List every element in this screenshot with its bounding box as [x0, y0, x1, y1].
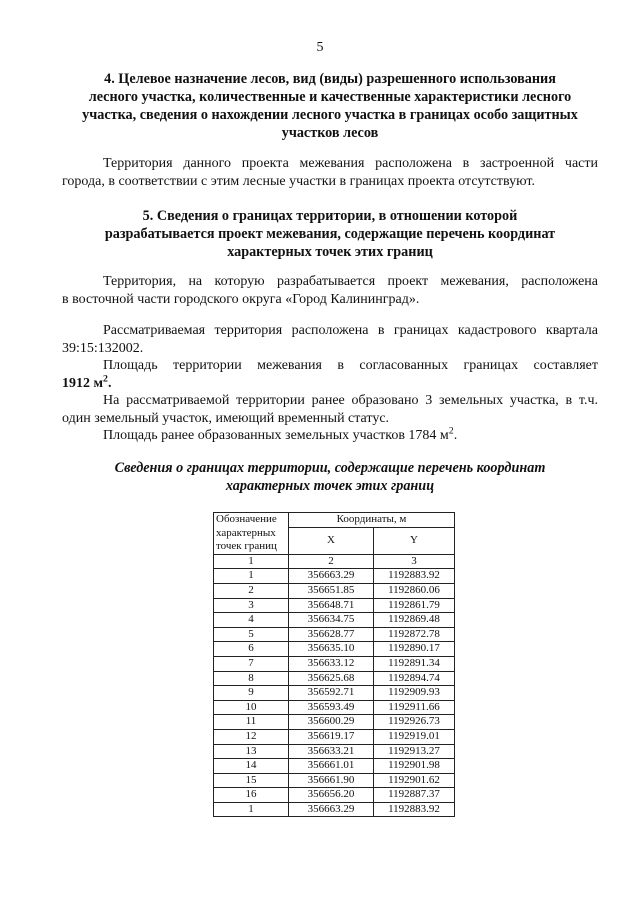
x-coordinate-cell: 356635.10 — [289, 642, 374, 657]
section-5-paragraph-1 — [62, 273, 598, 308]
y-coordinate-cell: 1192883.92 — [374, 802, 455, 817]
paragraph-line: города, в соответствии с этим лесные участки в границах проекта отсутствуют. — [62, 173, 535, 189]
x-coordinate-cell: 356633.12 — [289, 656, 374, 671]
table-row — [214, 802, 455, 817]
section-5-paragraph-3 — [62, 357, 598, 392]
area-number: 1912 м — [62, 375, 104, 391]
header-line: точек границ — [216, 540, 277, 553]
heading-line: разрабатывается проект межевания, содержащие перечень координат — [104, 226, 556, 242]
point-name-cell: 13 — [214, 744, 289, 759]
point-name-cell: 11 — [214, 715, 289, 730]
area-period: . — [107, 375, 112, 391]
section-5-paragraph-5 — [62, 427, 598, 445]
x-coordinate-cell: 356648.71 — [289, 598, 374, 613]
heading-line: характерных точек этих границ — [227, 244, 433, 260]
table-row — [214, 642, 455, 657]
paragraph-line: Площадь территории межевания в согласованных границах составляет — [103, 358, 598, 373]
x-coordinate-cell: 356628.77 — [289, 627, 374, 642]
coordinates-table-body — [214, 569, 455, 817]
x-coordinate-cell: 356661.90 — [289, 773, 374, 788]
x-coordinate-cell: 356634.75 — [289, 613, 374, 628]
table-title-line: характерных точек этих границ — [225, 478, 435, 494]
table-row — [214, 598, 455, 613]
x-coordinate-cell: 356593.49 — [289, 700, 374, 715]
table-row — [214, 686, 455, 701]
column-number: 1 — [214, 554, 289, 569]
paragraph-line: один земельный участок, имеющий временный статус. — [62, 410, 390, 426]
point-name-cell: 14 — [214, 759, 289, 774]
y-coordinate-cell: 1192872.78 — [374, 627, 455, 642]
table-row — [214, 671, 455, 686]
heading-line: лесного участка, количественные и качественные характеристики лесного — [88, 89, 572, 105]
paragraph-line: Территория, на которую разрабатывается проект межевания, расположена — [103, 274, 598, 289]
point-name-cell: 6 — [214, 642, 289, 657]
table-row — [214, 759, 455, 774]
table-row — [214, 569, 455, 584]
point-name-cell: 15 — [214, 773, 289, 788]
table-title — [80, 459, 580, 495]
y-coordinate-cell: 1192909.93 — [374, 686, 455, 701]
point-name-cell: 1 — [214, 802, 289, 817]
x-coordinate-cell: 356633.21 — [289, 744, 374, 759]
table-row — [214, 700, 455, 715]
x-coordinate-cell: 356663.29 — [289, 569, 374, 584]
parcels-area-period: . — [453, 428, 458, 443]
y-coordinate-cell: 1192860.06 — [374, 583, 455, 598]
y-coordinate-cell: 1192901.62 — [374, 773, 455, 788]
y-coordinate-cell: 1192919.01 — [374, 729, 455, 744]
point-name-cell: 5 — [214, 627, 289, 642]
point-name-cell: 2 — [214, 583, 289, 598]
table-row — [214, 613, 455, 628]
point-name-cell: 16 — [214, 788, 289, 803]
y-coordinate-cell: 1192861.79 — [374, 598, 455, 613]
coordinates-header: Координаты, м — [289, 513, 455, 528]
parcels-area-power: 2 — [448, 425, 454, 437]
x-header: X — [289, 527, 374, 554]
table-title-line: Сведения о границах территории, содержащие перечень координат — [114, 460, 546, 476]
point-name-cell: 8 — [214, 671, 289, 686]
heading-line: 4. Целевое назначение лесов, вид (виды) разрешенного использования — [104, 71, 556, 87]
table-row — [214, 656, 455, 671]
y-coordinate-cell: 1192926.73 — [374, 715, 455, 730]
paragraph-line: Территория данного проекта межевания расположена в застроенной части — [103, 156, 598, 171]
y-coordinate-cell: 1192901.98 — [374, 759, 455, 774]
section-5-paragraph-4 — [62, 392, 598, 427]
y-coordinate-cell: 1192913.27 — [374, 744, 455, 759]
y-coordinate-cell: 1192894.74 — [374, 671, 455, 686]
y-coordinate-cell: 1192891.34 — [374, 656, 455, 671]
y-coordinate-cell: 1192883.92 — [374, 569, 455, 584]
x-coordinate-cell: 356592.71 — [289, 686, 374, 701]
table-row — [214, 729, 455, 744]
x-coordinate-cell: 356661.01 — [289, 759, 374, 774]
section-4-heading — [80, 70, 580, 142]
y-coordinate-cell: 1192911.66 — [374, 700, 455, 715]
heading-line: 5. Сведения о границах территории, в отношении которой — [142, 208, 518, 224]
table-row — [214, 583, 455, 598]
y-header: Y — [374, 527, 455, 554]
table-row — [214, 788, 455, 803]
point-name-cell: 12 — [214, 729, 289, 744]
parcels-area-text: Площадь ранее образованных земельных участков 1784 м — [103, 428, 449, 443]
point-name-header — [214, 513, 289, 555]
y-coordinate-cell: 1192869.48 — [374, 613, 455, 628]
y-coordinate-cell: 1192890.17 — [374, 642, 455, 657]
paragraph-line: в восточной части городского округа «Город Калининград». — [62, 291, 420, 307]
point-name-cell: 3 — [214, 598, 289, 613]
page-number: 5 — [316, 40, 324, 55]
header-line: характерных — [216, 526, 276, 539]
paragraph-line: 39:15:132002. — [62, 340, 144, 356]
point-name-cell: 7 — [214, 656, 289, 671]
area-value — [62, 372, 598, 393]
coordinates-table — [213, 512, 455, 817]
column-number: 2 — [289, 554, 374, 569]
x-coordinate-cell: 356625.68 — [289, 671, 374, 686]
section-5-paragraph-2 — [62, 322, 598, 357]
paragraph-line — [62, 427, 598, 445]
x-coordinate-cell: 356619.17 — [289, 729, 374, 744]
paragraph-line: На рассматриваемой территории ранее образовано 3 земельных участка, в т.ч. — [103, 393, 598, 408]
point-name-cell: 1 — [214, 569, 289, 584]
point-name-cell: 4 — [214, 613, 289, 628]
table-row — [214, 627, 455, 642]
point-name-cell: 10 — [214, 700, 289, 715]
section-5-heading — [80, 207, 580, 261]
point-name-cell: 9 — [214, 686, 289, 701]
x-coordinate-cell: 356656.20 — [289, 788, 374, 803]
column-number: 3 — [374, 554, 455, 569]
section-4-paragraph — [62, 155, 598, 190]
table-row — [214, 773, 455, 788]
header-line: Обозначение — [216, 513, 277, 525]
table-row — [214, 715, 455, 730]
table-row — [214, 744, 455, 759]
paragraph-line: Рассматриваемая территория расположена в границах кадастрового квартала — [103, 323, 598, 338]
heading-line: участков лесов — [281, 125, 379, 141]
x-coordinate-cell: 356600.29 — [289, 715, 374, 730]
x-coordinate-cell: 356663.29 — [289, 802, 374, 817]
y-coordinate-cell: 1192887.37 — [374, 788, 455, 803]
x-coordinate-cell: 356651.85 — [289, 583, 374, 598]
area-unit-power: 2 — [103, 372, 108, 384]
heading-line: участка, сведения о нахождении лесного участка в границах особо защитных — [82, 107, 578, 123]
